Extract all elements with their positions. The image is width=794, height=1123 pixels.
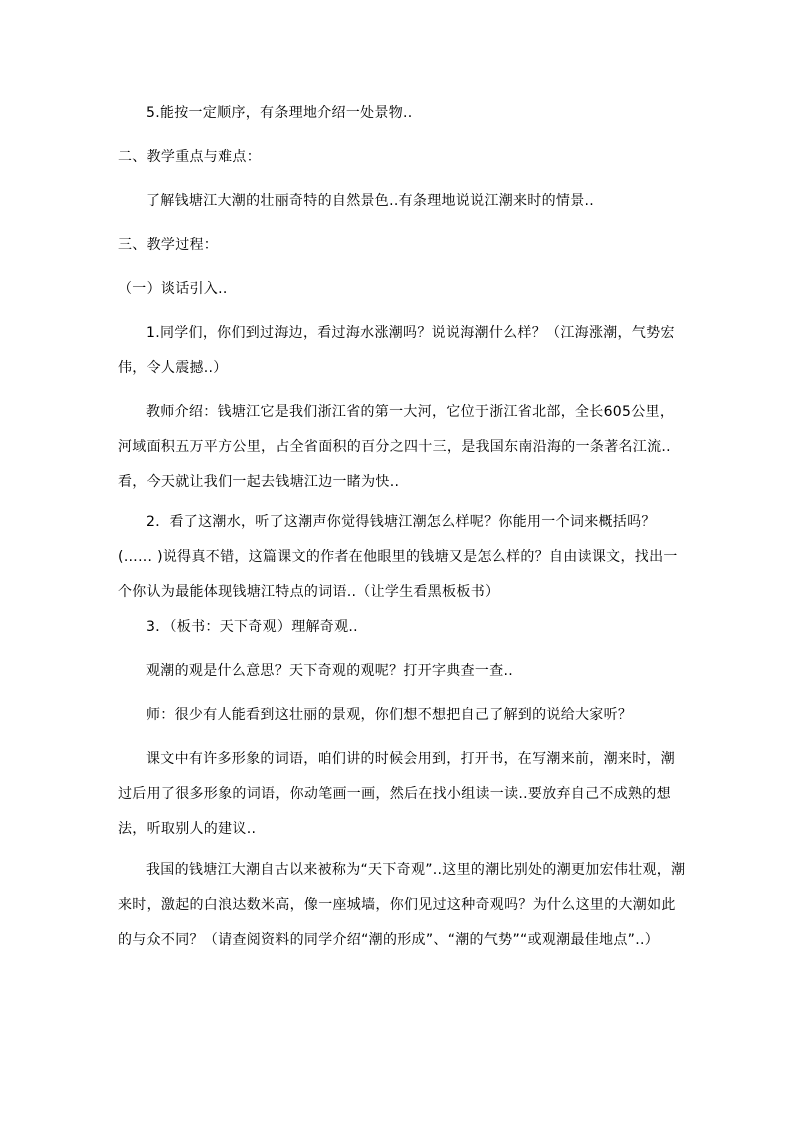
paragraph-tidal-bore: 我国的钱塘江大潮自古以来被称为“天下奇观”..这里的潮比别处的潮更加宏伟壮观，潮来时，激起的白浪达数米高，像一座城墙，你们见过这种奇观吗？为什么这里的大潮如此的与众不同？（请查阅资料的同学介绍“潮的形成”、“潮的气势”“或观潮最佳地点”..） (118, 862, 686, 948)
paragraph-step-3: 3．（板书：天下奇观）理解奇观.. (146, 619, 358, 635)
heading-teaching-process: 三、教学过程： (118, 237, 219, 253)
heading-key-points: 二、教学重点与难点： (118, 149, 261, 165)
heading-introduction: （一）谈话引入.. (118, 281, 228, 297)
paragraph-vocabulary: 课文中有许多形象的词语，咱们讲的时候会用到，打开书，在写潮来前，潮来时，潮过后用了很多形象的词语，你动笔画一画，然后在找小组读一读..要放弃自己不成熟的想法，听取别人的建议.. (118, 751, 676, 837)
paragraph-teacher-intro: 教师介绍：钱塘江它是我们浙江省的第一大河，它位于浙江省北部，全长605公里，河域面积五万平方公里，占全省面积的百分之四十三，是我国东南沿海的一条著名江流..看，今天就让我们一起去钱塘江边一睹为快.. (118, 404, 675, 490)
paragraph-objective-5: 5.能按一定顺序，有条理地介绍一处景物.. (146, 105, 413, 121)
paragraph-teacher-question: 师：很少有人能看到这壮丽的景观，你们想不想把自己了解到的说给大家听？ (146, 707, 633, 723)
paragraph-step-1: 1.同学们，你们到过海边，看过海水涨潮吗？说说海潮什么样？（江海涨潮，气势宏伟，令人震撼..） (118, 325, 675, 376)
paragraph-meaning-of-guan: 观潮的观是什么意思？天下奇观的观呢？打开字典查一查.. (146, 663, 513, 679)
paragraph-key-points: 了解钱塘江大潮的壮丽奇特的自然景色..有条理地说说江潮来时的情景.. (146, 193, 594, 209)
paragraph-step-2: 2．看了这潮水，听了这潮声你觉得钱塘江潮怎么样呢？你能用一个词来概括吗？(…… )说得真不错，这篇课文的作者在他眼里的钱塘又是怎么样的？自由读课文，找出一个你认为最能体现钱塘江特点的词语..（让学生看黑板板书） (118, 514, 678, 600)
